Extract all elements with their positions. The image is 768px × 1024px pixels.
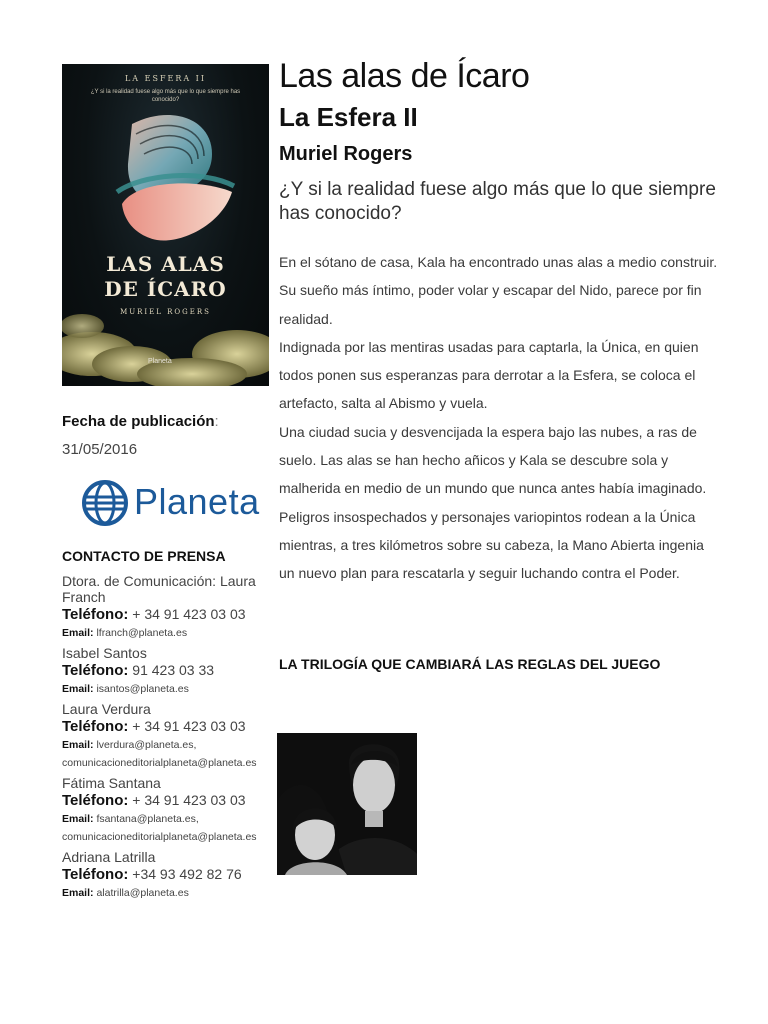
contact-email[interactable]: lfranch@planeta.es: [96, 627, 188, 639]
phone-label: Teléfono:: [62, 792, 129, 809]
book-author: Muriel Rogers: [279, 143, 413, 165]
contact-email[interactable]: alatrilla@planeta.es: [96, 887, 189, 899]
contact-email[interactable]: lverdura@planeta.es, comunicacioneditorialplaneta@planeta.es: [62, 739, 257, 769]
synopsis-paragraph: Indignada por las mentiras usadas para captarla, la Única, en quien todos ponen sus esperanzas para derrotar a la Esfera, se coloca el artefacto, salta al Abismo y vuela.: [279, 338, 699, 412]
cover-artwork: [62, 64, 269, 386]
email-label: Email:: [62, 683, 94, 695]
press-contacts: [62, 573, 277, 905]
press-contact: [62, 775, 277, 846]
press-contact-title: CONTACTO DE PRENSA: [62, 548, 226, 564]
contact-phone-row: [62, 717, 277, 736]
book-subtitle: La Esfera II: [279, 102, 418, 132]
cover-tagline: ¿Y si la realidad fuese algo más que lo que siempre has conocido?: [90, 89, 241, 103]
globe-icon: [82, 480, 128, 526]
contact-phone-row: [62, 605, 277, 624]
author-photo: [277, 733, 417, 875]
cover-title-line1: LAS ALAS: [106, 252, 225, 276]
press-contact: [62, 645, 277, 698]
synopsis-paragraph: En el sótano de casa, Kala ha encontrado unas alas a medio construir. Su sueño más íntimo, poder volar y escapar del Nido, parece por fin realidad.: [279, 254, 718, 327]
publication-date-label-text: Fecha de publicación: [62, 413, 215, 430]
ribbon-shape: [117, 115, 234, 240]
email-label: Email:: [62, 813, 94, 825]
clouds: [62, 314, 269, 386]
contact-email-row: [62, 736, 277, 772]
trilogy-slogan: LA TRILOGÍA QUE CAMBIARÁ LAS REGLAS DEL JUEGO: [279, 656, 661, 672]
contact-phone-row: [62, 865, 277, 884]
press-contact: [62, 701, 277, 772]
contact-email-row: [62, 680, 277, 698]
contact-email-row: [62, 624, 277, 642]
contact-email[interactable]: fsantana@planeta.es, comunicacioneditorialplaneta@planeta.es: [62, 813, 257, 843]
contact-email-row: [62, 884, 277, 902]
press-contact: [62, 573, 277, 642]
cover-publisher: Planeta: [148, 358, 172, 365]
synopsis-paragraph: Una ciudad sucia y desvencijada la espera bajo las nubes, a ras de suelo. Las alas se han hecho añicos y Kala se descubre sola y malherida en medio de un mundo que nunca antes había imaginado.: [279, 423, 707, 497]
publication-date-colon: :: [214, 413, 219, 430]
book-cover: [62, 64, 269, 386]
cover-title: [62, 252, 269, 302]
contact-phone[interactable]: + 34 91 423 03 03: [132, 606, 246, 622]
phone-label: Teléfono:: [62, 866, 129, 883]
contact-email-row: [62, 810, 277, 846]
contact-email[interactable]: isantos@planeta.es: [96, 683, 189, 695]
contact-name: Dtora. de Comunicación: Laura Franch: [62, 573, 256, 605]
email-label: Email:: [62, 887, 94, 899]
publication-date-label: [62, 413, 219, 430]
cover-series: LA ESFERA II: [124, 74, 206, 83]
cover-title-line2: DE ÍCARO: [104, 277, 227, 301]
contact-phone[interactable]: 91 423 03 33: [132, 662, 215, 678]
book-title: Las alas de Ícaro: [279, 57, 530, 95]
publication-date: 31/05/2016: [62, 441, 138, 458]
contact-name: Laura Verdura: [62, 701, 151, 717]
contact-name: Fátima Santana: [62, 775, 161, 791]
contact-phone[interactable]: + 34 91 423 03 03: [132, 718, 246, 734]
phone-label: Teléfono:: [62, 606, 129, 623]
phone-label: Teléfono:: [62, 718, 129, 735]
contact-phone[interactable]: + 34 91 423 03 03: [132, 792, 246, 808]
contact-name: Isabel Santos: [62, 645, 147, 661]
phone-label: Teléfono:: [62, 662, 129, 679]
contact-name: Adriana Latrilla: [62, 849, 156, 865]
contact-phone-row: [62, 791, 277, 810]
cover-author: MURIEL ROGERS: [120, 308, 211, 316]
email-label: Email:: [62, 627, 94, 639]
author-photo-image: [277, 733, 417, 875]
book-tagline: ¿Y si la realidad fuese algo más que lo que siempre has conocido?: [279, 179, 716, 224]
publisher-logo: [82, 478, 260, 528]
publisher-logo-text: Planeta: [134, 481, 260, 522]
synopsis: [279, 248, 719, 588]
press-contact: [62, 849, 277, 902]
synopsis-paragraph: Peligros insospechados y personajes variopintos rodean a la Única mientras, a tres kilómetros sobre su cabeza, la Mano Abierta ingenia un nuevo plan para rescatarla y seguir luchando contra el Poder.: [279, 508, 704, 582]
email-label: Email:: [62, 739, 94, 751]
contact-phone-row: [62, 661, 277, 680]
contact-phone[interactable]: +34 93 492 82 76: [132, 866, 242, 882]
